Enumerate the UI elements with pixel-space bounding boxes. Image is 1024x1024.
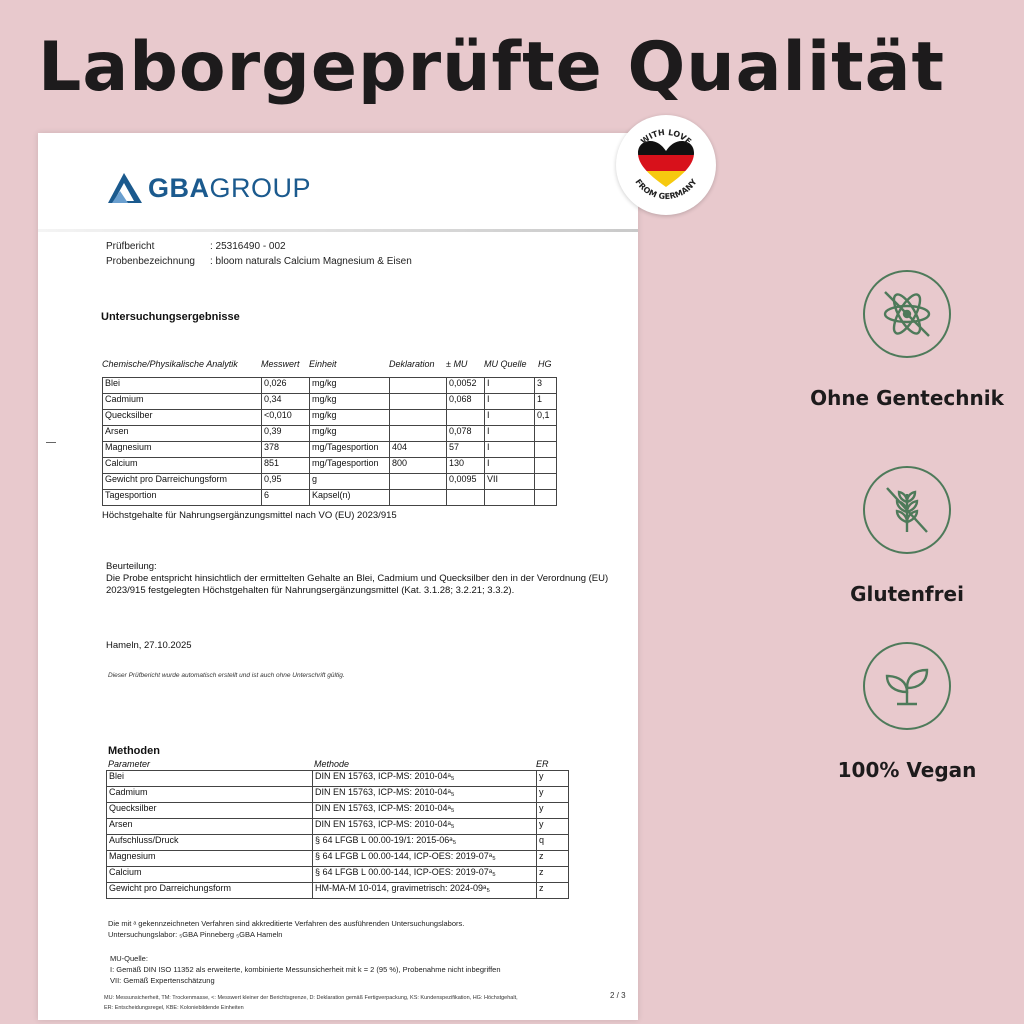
page-number: 2 / 3 bbox=[610, 991, 626, 1000]
abbreviation-legend bbox=[104, 993, 554, 1013]
table-cell: 404 bbox=[390, 442, 447, 458]
results-header-cell: HG bbox=[538, 359, 552, 369]
table-cell: mg/kg bbox=[310, 378, 390, 394]
table-cell: Gewicht pro Darreichungsform bbox=[107, 883, 313, 899]
results-row bbox=[103, 490, 557, 506]
table-cell: Arsen bbox=[107, 819, 313, 835]
table-cell: 6 bbox=[262, 490, 310, 506]
feature-no-gmo bbox=[790, 270, 1024, 410]
table-cell: HM-MA-M 10-014, gravimetrisch: 2024-09ᵃ₅ bbox=[313, 883, 537, 899]
table-cell: q bbox=[537, 835, 569, 851]
results-row bbox=[103, 410, 557, 426]
table-cell bbox=[390, 378, 447, 394]
table-cell bbox=[535, 442, 557, 458]
table-cell: 0,95 bbox=[262, 474, 310, 490]
methods-header-cell: ER bbox=[536, 759, 549, 769]
table-cell: Magnesium bbox=[107, 851, 313, 867]
table-cell: mg/Tagesportion bbox=[310, 442, 390, 458]
table-cell: Calcium bbox=[103, 458, 262, 474]
methods-table bbox=[106, 770, 569, 899]
table-cell: 0,34 bbox=[262, 394, 310, 410]
germany-heart-icon bbox=[616, 115, 716, 215]
table-cell: Blei bbox=[107, 771, 313, 787]
legend-line-1: MU: Messunsicherheit, TM: Trockenmasse, <: Messwert kleiner der Berichtsgrenze, D: Deklaration gemäß Fertigverpackung, KS: Kundenspezifikation, HG: Höchstgehalt, bbox=[104, 995, 518, 1001]
auto-generated-note: Dieser Prüfbericht wurde automatisch erstellt und ist auch ohne Unterschrift gültig. bbox=[108, 672, 345, 679]
feature-vegan bbox=[790, 642, 1024, 782]
results-row bbox=[103, 474, 557, 490]
table-cell: Quecksilber bbox=[103, 410, 262, 426]
table-cell: 800 bbox=[390, 458, 447, 474]
methods-row bbox=[107, 867, 569, 883]
table-cell: z bbox=[537, 851, 569, 867]
table-cell bbox=[535, 474, 557, 490]
mu-line-1: I: Gemäß DIN ISO 11352 als erweiterte, kombinierte Messunsicherheit mit k = 2 (95 %), Probenahme nicht inbegriffen bbox=[110, 965, 501, 974]
table-cell: I bbox=[485, 394, 535, 410]
mu-source-note bbox=[110, 953, 501, 986]
table-cell bbox=[390, 394, 447, 410]
results-title: Untersuchungsergebnisse bbox=[101, 311, 240, 323]
table-cell: 0,068 bbox=[447, 394, 485, 410]
legend-line-2: ER: Entscheidungsregel, KBE: Koloniebildende Einheiten bbox=[104, 1005, 244, 1011]
table-cell: I bbox=[485, 442, 535, 458]
assessment-label: Beurteilung: bbox=[106, 561, 157, 572]
feature-label: Glutenfrei bbox=[850, 582, 964, 606]
table-cell: y bbox=[537, 771, 569, 787]
table-cell: Blei bbox=[103, 378, 262, 394]
table-cell: § 64 LFGB L 00.00-144, ICP-OES: 2019-07ᵃ₅ bbox=[313, 867, 537, 883]
table-cell: 0,0095 bbox=[447, 474, 485, 490]
lab-report-document bbox=[38, 133, 638, 1020]
badge-text-bottom: FROM GERMANY bbox=[633, 177, 699, 202]
table-cell: Cadmium bbox=[103, 394, 262, 410]
table-cell: 57 bbox=[447, 442, 485, 458]
results-row bbox=[103, 378, 557, 394]
assessment-block bbox=[106, 561, 626, 597]
gba-triangle-icon bbox=[106, 171, 146, 205]
table-cell bbox=[535, 458, 557, 474]
table-cell: y bbox=[537, 803, 569, 819]
table-cell: Aufschluss/Druck bbox=[107, 835, 313, 851]
table-cell: 0,078 bbox=[447, 426, 485, 442]
table-cell: 0,1 bbox=[535, 410, 557, 426]
place-date: Hameln, 27.10.2025 bbox=[106, 640, 192, 651]
table-cell: DIN EN 15763, ICP-MS: 2010-04ᵃ₅ bbox=[313, 787, 537, 803]
badge-text-top: WITH LOVE bbox=[639, 127, 693, 147]
table-cell bbox=[485, 490, 535, 506]
table-cell: 130 bbox=[447, 458, 485, 474]
svg-text:WITH LOVE bbox=[639, 128, 693, 146]
logo-text-bold: GBA bbox=[148, 172, 210, 203]
accreditation-line: Die mit ᵃ gekennzeichneten Verfahren sind akkreditierte Verfahren des ausführenden Untersuchungslabors. bbox=[108, 919, 465, 928]
table-cell bbox=[535, 490, 557, 506]
table-cell: 0,0052 bbox=[447, 378, 485, 394]
methods-row bbox=[107, 851, 569, 867]
meta-key: Probenbezeichnung bbox=[106, 256, 195, 267]
results-row bbox=[103, 442, 557, 458]
table-cell bbox=[390, 474, 447, 490]
results-header-cell: Einheit bbox=[309, 359, 337, 369]
table-cell: 3 bbox=[535, 378, 557, 394]
table-cell bbox=[390, 426, 447, 442]
table-cell: § 64 LFGB L 00.00-144, ICP-OES: 2019-07ᵃ₅ bbox=[313, 851, 537, 867]
table-cell: § 64 LFGB L 00.00-19/1: 2015-06ᵃ₅ bbox=[313, 835, 537, 851]
meta-key: Prüfbericht bbox=[106, 241, 155, 252]
vegan-leaf-icon bbox=[863, 642, 951, 730]
gluten-free-wheat-icon bbox=[863, 466, 951, 554]
table-cell: DIN EN 15763, ICP-MS: 2010-04ᵃ₅ bbox=[313, 771, 537, 787]
results-header-cell: Chemische/Physikalische Analytik bbox=[102, 359, 238, 369]
methods-header-cell: Methode bbox=[314, 759, 350, 769]
results-header-cell: Messwert bbox=[261, 359, 300, 369]
table-cell: y bbox=[537, 787, 569, 803]
results-row bbox=[103, 458, 557, 474]
table-cell bbox=[390, 410, 447, 426]
table-cell: Magnesium bbox=[103, 442, 262, 458]
table-cell: Kapsel(n) bbox=[310, 490, 390, 506]
table-cell bbox=[447, 410, 485, 426]
limits-note: Höchstgehalte für Nahrungsergänzungsmittel nach VO (EU) 2023/915 bbox=[102, 510, 397, 521]
meta-row-report-id bbox=[106, 239, 412, 254]
table-cell: I bbox=[485, 378, 535, 394]
table-cell bbox=[390, 490, 447, 506]
table-cell: I bbox=[485, 426, 535, 442]
report-meta bbox=[106, 239, 412, 269]
table-cell: mg/kg bbox=[310, 410, 390, 426]
methods-header bbox=[108, 759, 566, 769]
methods-row bbox=[107, 883, 569, 899]
results-row bbox=[103, 394, 557, 410]
feature-label: Ohne Gentechnik bbox=[810, 386, 1004, 410]
table-cell: Gewicht pro Darreichungsform bbox=[103, 474, 262, 490]
logo-text-rest: GROUP bbox=[209, 172, 312, 203]
methods-row bbox=[107, 787, 569, 803]
assessment-text: Die Probe entspricht hinsichtlich der ermittelten Gehalte an Blei, Cadmium und Quecksilber den in der Verordnung (EU) 2023/915 festgelegten Höchstgehalten für Nahrungsergänzungsmittel (Kat. 3.1.28; 3.2.21; 3.3.2). bbox=[106, 573, 609, 596]
table-cell: 851 bbox=[262, 458, 310, 474]
table-cell bbox=[535, 426, 557, 442]
results-header-cell: ± MU bbox=[446, 359, 468, 369]
table-cell: 0,026 bbox=[262, 378, 310, 394]
results-row bbox=[103, 426, 557, 442]
table-cell: mg/kg bbox=[310, 426, 390, 442]
table-cell: y bbox=[537, 819, 569, 835]
results-header-cell: MU Quelle bbox=[484, 359, 527, 369]
table-cell: I bbox=[485, 410, 535, 426]
table-cell: z bbox=[537, 883, 569, 899]
methods-row bbox=[107, 771, 569, 787]
results-table bbox=[102, 377, 557, 506]
table-cell: 0,39 bbox=[262, 426, 310, 442]
methods-header-cell: Parameter bbox=[108, 759, 151, 769]
table-cell: 1 bbox=[535, 394, 557, 410]
results-header bbox=[102, 359, 558, 369]
table-cell: Cadmium bbox=[107, 787, 313, 803]
mu-title: MU-Quelle: bbox=[110, 954, 148, 963]
table-cell: <0,010 bbox=[262, 410, 310, 426]
methods-row bbox=[107, 803, 569, 819]
page-headline: Laborgeprüfte Qualität bbox=[38, 28, 946, 107]
methods-row bbox=[107, 835, 569, 851]
no-gmo-atom-icon bbox=[863, 270, 951, 358]
table-cell: Quecksilber bbox=[107, 803, 313, 819]
table-cell: Tagesportion bbox=[103, 490, 262, 506]
labs-line: Untersuchungslabor: ₅GBA Pinneberg ₅GBA Hameln bbox=[108, 930, 283, 939]
table-cell: Arsen bbox=[103, 426, 262, 442]
table-cell bbox=[447, 490, 485, 506]
methods-row bbox=[107, 819, 569, 835]
table-cell: mg/kg bbox=[310, 394, 390, 410]
meta-row-sample bbox=[106, 254, 412, 269]
gba-group-logo bbox=[106, 171, 311, 205]
results-header-cell: Deklaration bbox=[389, 359, 435, 369]
table-cell: I bbox=[485, 458, 535, 474]
table-cell: VII bbox=[485, 474, 535, 490]
accreditation-note bbox=[108, 918, 464, 940]
feature-gluten-free bbox=[790, 466, 1024, 606]
meta-value: : bloom naturals Calcium Magnesium & Eisen bbox=[210, 256, 412, 267]
margin-mark bbox=[46, 442, 56, 443]
header-rule bbox=[38, 229, 638, 232]
table-cell: Calcium bbox=[107, 867, 313, 883]
feature-label: 100% Vegan bbox=[837, 758, 977, 782]
table-cell: 378 bbox=[262, 442, 310, 458]
table-cell: mg/Tagesportion bbox=[310, 458, 390, 474]
table-cell: g bbox=[310, 474, 390, 490]
table-cell: DIN EN 15763, ICP-MS: 2010-04ᵃ₅ bbox=[313, 819, 537, 835]
made-in-germany-badge bbox=[616, 115, 716, 215]
methods-title: Methoden bbox=[108, 745, 160, 757]
table-cell: DIN EN 15763, ICP-MS: 2010-04ᵃ₅ bbox=[313, 803, 537, 819]
mu-line-2: VII: Gemäß Expertenschätzung bbox=[110, 976, 215, 985]
table-cell: z bbox=[537, 867, 569, 883]
meta-value: : 25316490 - 002 bbox=[210, 241, 286, 252]
